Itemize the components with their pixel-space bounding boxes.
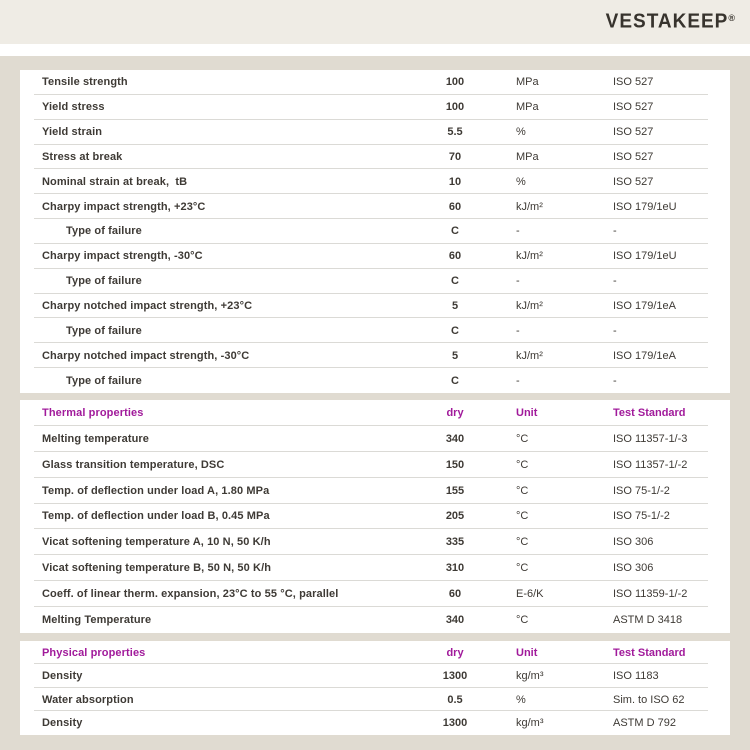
property-value: 60 (448, 588, 462, 601)
test-standard: - (613, 275, 617, 288)
mechanical-properties-table (20, 70, 730, 393)
property-value: C (451, 374, 459, 387)
property-value: 5.5 (447, 126, 463, 139)
section-header-row (20, 400, 730, 426)
table-gap (0, 633, 750, 641)
table-gap (0, 393, 750, 400)
test-standard: ISO 527 (613, 126, 654, 139)
property-name: Yield strain (42, 126, 103, 139)
property-value: dry (446, 646, 464, 659)
test-standard: ISO 75-1/-2 (613, 510, 670, 523)
table-row (20, 504, 730, 530)
property-value: 60 (448, 200, 462, 213)
test-standard: ISO 179/1eA (613, 300, 676, 313)
property-unit: E-6/K (516, 588, 544, 601)
property-value: 1300 (442, 670, 468, 683)
table-row (20, 120, 730, 145)
property-name: Type of failure (66, 324, 142, 337)
brand-header-bar (0, 0, 750, 44)
property-name: Glass transition temperature, DSC (42, 458, 225, 471)
table-row (20, 145, 730, 170)
property-value: C (451, 324, 459, 337)
property-unit: kg/m³ (516, 717, 544, 730)
test-standard: ISO 75-1/-2 (613, 484, 670, 497)
property-unit: kJ/m² (516, 300, 543, 313)
table-row (20, 581, 730, 607)
property-name: Thermal properties (42, 406, 144, 419)
table-row (20, 478, 730, 504)
property-value: 1300 (442, 717, 468, 730)
table-row (20, 95, 730, 120)
test-standard: ISO 179/1eU (613, 250, 677, 263)
table-row (20, 169, 730, 194)
table-row (20, 688, 730, 712)
property-unit: Unit (516, 646, 538, 659)
property-name: Melting Temperature (42, 614, 152, 627)
property-name: Vicat softening temperature B, 50 N, 50 K/h (42, 562, 272, 575)
table-row (20, 194, 730, 219)
property-unit: - (516, 275, 520, 288)
property-name: Temp. of deflection under load B, 0.45 MPa (42, 510, 270, 523)
registered-trademark-symbol: ® (728, 12, 735, 24)
property-unit: °C (516, 510, 529, 523)
property-name: Type of failure (66, 374, 142, 387)
property-name: Water absorption (42, 693, 134, 706)
property-name: Melting temperature (42, 432, 150, 445)
property-name: Charpy notched impact strength, +23°C (42, 300, 253, 313)
test-standard: ASTM D 3418 (613, 614, 683, 627)
section-header-row (20, 641, 730, 665)
property-unit: kJ/m² (516, 250, 543, 263)
test-standard: ISO 11357-1/-3 (613, 432, 688, 445)
property-unit: kJ/m² (516, 200, 543, 213)
table-row (20, 70, 730, 95)
property-value: 60 (448, 250, 462, 263)
property-value: 340 (445, 614, 465, 627)
property-value: 0.5 (447, 693, 463, 706)
table-row (20, 607, 730, 633)
property-value: 70 (448, 150, 462, 163)
test-standard: ISO 11359-1/-2 (613, 588, 688, 601)
test-standard: ISO 1183 (613, 670, 659, 683)
test-standard: ISO 527 (613, 150, 654, 163)
property-name: Yield stress (42, 101, 105, 114)
table-row (20, 711, 730, 735)
test-standard: Test Standard (613, 646, 686, 659)
table-row (20, 555, 730, 581)
property-value: 340 (445, 432, 465, 445)
property-value: 310 (445, 562, 465, 575)
test-standard: Test Standard (613, 406, 686, 419)
table-row (20, 368, 730, 393)
physical-properties-table (20, 641, 730, 735)
test-standard: - (613, 225, 617, 238)
property-name: Type of failure (66, 275, 142, 288)
property-name: Charpy impact strength, -30°C (42, 250, 203, 263)
test-standard: - (613, 374, 617, 387)
property-name: Coeff. of linear therm. expansion, 23°C to 55 °C, parallel (42, 588, 339, 601)
property-unit: kJ/m² (516, 349, 543, 362)
property-value: 100 (445, 76, 465, 89)
table-row (20, 318, 730, 343)
property-unit: °C (516, 536, 529, 549)
property-value: 5 (451, 349, 459, 362)
thermal-properties-table (20, 400, 730, 633)
table-row (20, 244, 730, 269)
property-value: 335 (445, 536, 465, 549)
property-value: dry (446, 406, 464, 419)
test-standard: ISO 306 (613, 562, 654, 575)
property-unit: kg/m³ (516, 670, 544, 683)
property-name: Charpy impact strength, +23°C (42, 200, 206, 213)
property-value: C (451, 275, 459, 288)
property-name: Tensile strength (42, 76, 128, 89)
property-value: 155 (445, 484, 465, 497)
property-unit: - (516, 374, 520, 387)
property-unit: - (516, 324, 520, 337)
property-name: Temp. of deflection under load A, 1.80 MPa (42, 484, 270, 497)
property-name: Type of failure (66, 225, 142, 238)
property-value: 150 (445, 458, 465, 471)
property-name: Nominal strain at break, tB (42, 175, 188, 188)
test-standard: ISO 179/1eA (613, 349, 676, 362)
property-name: Vicat softening temperature A, 10 N, 50 K/h (42, 536, 271, 549)
property-unit: % (516, 126, 526, 139)
vestakeep-logo (606, 10, 735, 33)
property-value: 5 (451, 300, 459, 313)
table-row (20, 426, 730, 452)
table-row (20, 664, 730, 688)
property-unit: % (516, 175, 526, 188)
property-unit: - (516, 225, 520, 238)
property-unit: MPa (516, 76, 539, 89)
test-standard: ISO 306 (613, 536, 654, 549)
property-unit: °C (516, 614, 529, 627)
table-row (20, 294, 730, 319)
property-unit: Unit (516, 406, 538, 419)
property-value: C (451, 225, 459, 238)
property-unit: °C (516, 458, 529, 471)
properties-content (0, 56, 750, 750)
property-unit: MPa (516, 101, 539, 114)
property-unit: °C (516, 432, 529, 445)
test-standard: ISO 179/1eU (613, 200, 677, 213)
table-row (20, 529, 730, 555)
property-unit: °C (516, 484, 529, 497)
property-value: 205 (445, 510, 465, 523)
test-standard: ISO 527 (613, 76, 654, 89)
test-standard: Sim. to ISO 62 (613, 693, 685, 706)
test-standard: ISO 527 (613, 101, 654, 114)
test-standard: ASTM D 792 (613, 717, 676, 730)
property-value: 10 (448, 175, 462, 188)
header-divider (0, 44, 750, 56)
property-unit: MPa (516, 150, 539, 163)
property-name: Charpy notched impact strength, -30°C (42, 349, 250, 362)
test-standard: - (613, 324, 617, 337)
test-standard: ISO 527 (613, 175, 654, 188)
property-unit: °C (516, 562, 529, 575)
table-row (20, 452, 730, 478)
property-value: 100 (445, 101, 465, 114)
property-name: Density (42, 717, 83, 730)
property-unit: % (516, 693, 526, 706)
table-row (20, 219, 730, 244)
table-row (20, 343, 730, 368)
logo-wordmark: VESTAKEEP (605, 10, 729, 33)
property-name: Density (42, 670, 83, 683)
test-standard: ISO 11357-1/-2 (613, 458, 688, 471)
table-row (20, 269, 730, 294)
property-name: Stress at break (42, 150, 123, 163)
property-name: Physical properties (42, 646, 146, 659)
